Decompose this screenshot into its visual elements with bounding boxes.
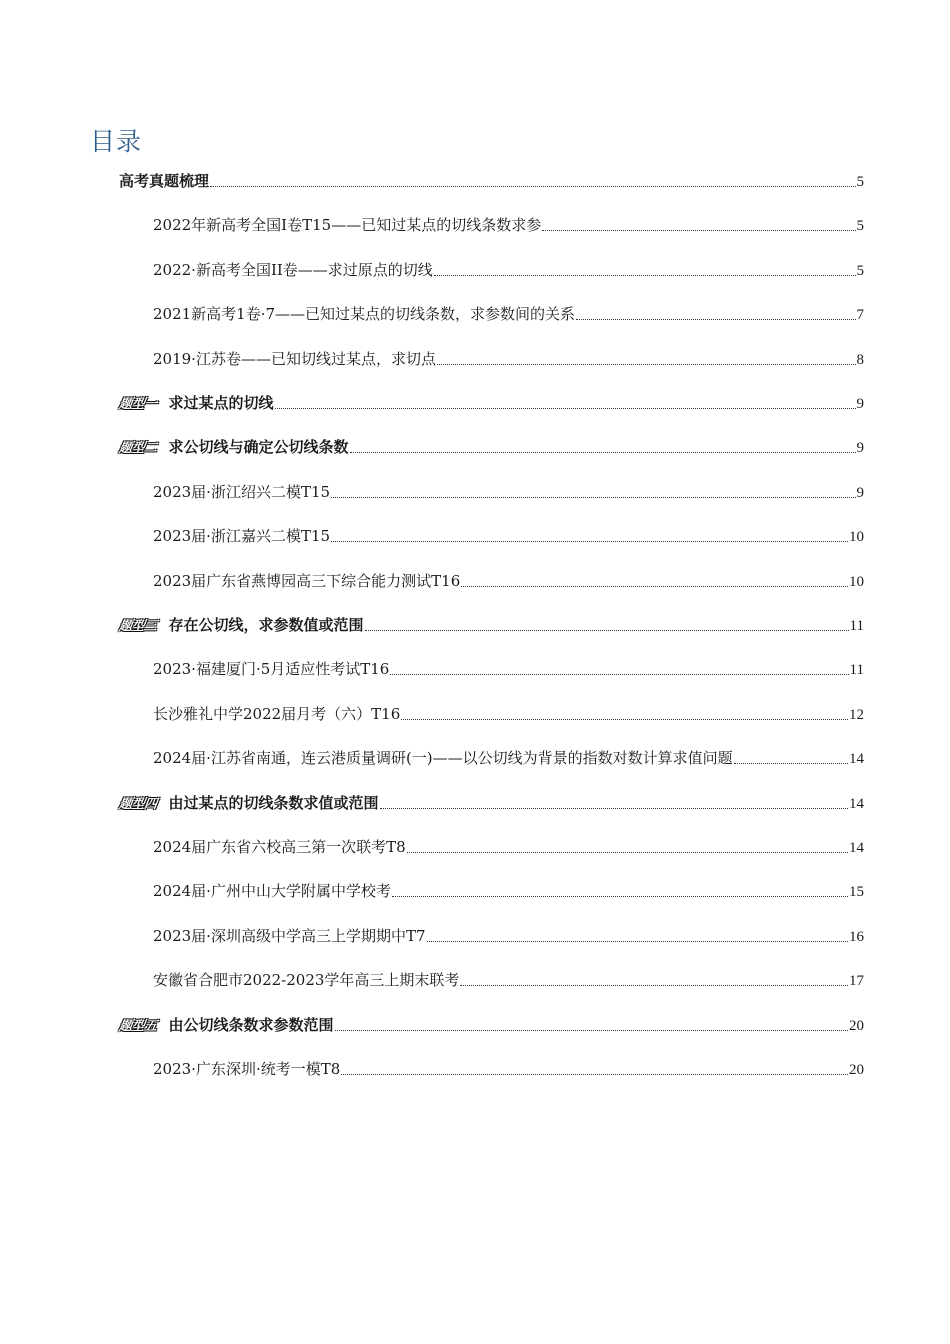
toc-entry-leader bbox=[401, 718, 848, 720]
toc-entry-label bbox=[153, 923, 426, 949]
toc-entry-leader bbox=[365, 629, 849, 631]
toc-entry-page: 9 bbox=[856, 440, 864, 457]
toc-entry-leader bbox=[331, 496, 855, 498]
toc-entry-page: 9 bbox=[856, 484, 864, 501]
toc-entry-page: 5 bbox=[856, 218, 864, 235]
toc-entry-text: 2024届·江苏省南通，连云港质量调研(一)——以公切线为背景的指数对数计算求值问题 bbox=[153, 749, 733, 768]
toc-entry-label bbox=[153, 301, 575, 327]
toc-entry-leader bbox=[380, 807, 848, 809]
toc-entry-label bbox=[119, 434, 349, 462]
toc-entry-page: 11 bbox=[849, 662, 864, 679]
toc-entry[interactable] bbox=[153, 568, 864, 594]
toc-entry-label bbox=[119, 390, 274, 418]
toc-entry[interactable] bbox=[153, 878, 864, 904]
toc-entry-text: 2019·江苏卷——已知切线过某点，求切点 bbox=[153, 349, 436, 368]
toc-entry[interactable] bbox=[153, 923, 864, 949]
toc-entry-page: 9 bbox=[856, 396, 864, 412]
toc-entry[interactable] bbox=[119, 790, 864, 816]
toc-entry[interactable] bbox=[119, 1012, 864, 1038]
toc-entry-leader bbox=[275, 407, 856, 409]
toc-entry-badge: 题型一 bbox=[118, 397, 158, 412]
toc-entry[interactable] bbox=[153, 257, 864, 283]
toc-entry-text: 存在公切线，求参数值或范围 bbox=[168, 616, 364, 634]
toc-entry-badge: 题型三 bbox=[118, 619, 158, 634]
toc-entry-text: 2024届·广州中山大学附属中学校考 bbox=[153, 882, 391, 901]
toc-entry-label bbox=[153, 257, 433, 283]
toc-entry-text: 求过某点的切线 bbox=[168, 394, 274, 412]
toc-entry-text: 2023·广东深圳·统考一模T8 bbox=[153, 1060, 341, 1078]
toc-entry-leader bbox=[434, 274, 856, 276]
toc-entry-page: 17 bbox=[849, 973, 864, 990]
toc-entry-leader bbox=[437, 363, 856, 365]
toc-entry-text: 由公切线条数求参数范围 bbox=[168, 1015, 334, 1034]
toc-entry-leader bbox=[542, 229, 855, 231]
toc-entry-leader bbox=[427, 940, 849, 942]
toc-entry-label bbox=[153, 568, 460, 594]
toc-entry-leader bbox=[392, 895, 848, 897]
toc-title: 目录 bbox=[90, 127, 143, 156]
toc-entry-label bbox=[119, 790, 379, 818]
toc-entry-text: 长沙雅礼中学2022届月考（六）T16 bbox=[153, 704, 401, 723]
toc-entry-text: 2023届·浙江嘉兴二模T15 bbox=[153, 527, 331, 546]
toc-entry-page: 14 bbox=[849, 795, 864, 812]
toc-entry-page: 5 bbox=[856, 262, 864, 279]
toc-entry-page: 14 bbox=[849, 840, 864, 856]
toc-entry-text: 2024届广东省六校高三第一次联考T8 bbox=[153, 838, 406, 856]
toc-entry-label bbox=[153, 212, 541, 238]
toc-entry[interactable] bbox=[119, 434, 864, 460]
toc-entry-leader bbox=[335, 1029, 848, 1031]
toc-entry-page: 10 bbox=[849, 529, 864, 546]
toc-entry-leader bbox=[734, 762, 848, 764]
toc-entry-label bbox=[153, 1056, 340, 1082]
toc-entry-badge: 题型四 bbox=[118, 796, 158, 812]
toc-entry-leader bbox=[210, 185, 855, 187]
toc-entry-badge: 题型五 bbox=[118, 1018, 158, 1034]
toc-entry-text: 2021新高考1卷·7——已知过某点的切线条数，求参数间的关系 bbox=[153, 305, 576, 324]
toc-entry[interactable] bbox=[119, 390, 864, 416]
toc-entry-leader bbox=[407, 851, 848, 853]
toc-entry-leader bbox=[576, 318, 855, 320]
toc-entry-page: 12 bbox=[849, 706, 864, 723]
toc-entry-label bbox=[153, 967, 459, 993]
toc-entry[interactable] bbox=[153, 479, 864, 505]
toc-entry[interactable] bbox=[153, 745, 864, 771]
toc-entry[interactable] bbox=[153, 656, 864, 682]
toc-entry-label bbox=[153, 346, 436, 372]
toc-entry[interactable] bbox=[153, 346, 864, 372]
toc-entry-page: 7 bbox=[856, 307, 864, 324]
toc-entry-text: 2022年新高考全国I卷T15——已知过某点的切线条数求参 bbox=[153, 216, 542, 235]
toc-entry-page: 5 bbox=[856, 174, 864, 190]
toc-entry-text: 高考真题梳理 bbox=[119, 172, 210, 190]
toc-entry-page: 8 bbox=[856, 351, 864, 368]
toc-entry-page: 20 bbox=[849, 1017, 864, 1034]
toc-entry-leader bbox=[331, 540, 848, 542]
toc-entry-label bbox=[119, 1012, 334, 1040]
toc-entry-page: 16 bbox=[849, 928, 864, 945]
toc-entry[interactable] bbox=[153, 212, 864, 238]
toc-entry-page: 10 bbox=[849, 573, 864, 590]
toc-entry-text: 2023·福建厦门·5月适应性考试T16 bbox=[153, 660, 390, 679]
toc-entry[interactable] bbox=[153, 1056, 864, 1082]
toc-entry-label bbox=[153, 656, 389, 682]
toc-entry-leader bbox=[350, 451, 856, 453]
toc-entry[interactable] bbox=[153, 701, 864, 727]
toc-entry-label bbox=[153, 479, 330, 505]
toc-entry-text: 2023届·深圳高级中学高三上学期期中T7 bbox=[153, 926, 426, 945]
toc-entry-page: 20 bbox=[849, 1062, 864, 1078]
toc-entry-leader bbox=[390, 673, 848, 675]
toc-entry-page: 14 bbox=[849, 751, 864, 768]
toc-entry-page: 15 bbox=[849, 884, 864, 901]
toc-entry-label bbox=[153, 701, 400, 727]
toc-entry-label bbox=[153, 745, 733, 771]
toc-entry-label bbox=[119, 168, 209, 194]
toc-entry-text: 求公切线与确定公切线条数 bbox=[168, 438, 349, 457]
toc-entry-label bbox=[153, 523, 330, 549]
toc-entry-text: 安徽省合肥市2022-2023学年高三上期末联考 bbox=[153, 971, 460, 990]
toc-entry-leader bbox=[461, 585, 848, 587]
toc-entry-page: 11 bbox=[849, 618, 864, 634]
toc-entry-text: 2023届·浙江绍兴二模T15 bbox=[153, 482, 331, 501]
toc-entry-leader bbox=[341, 1073, 848, 1075]
toc-entry[interactable] bbox=[153, 967, 864, 993]
toc-entry[interactable] bbox=[153, 523, 864, 549]
toc-entry-text: 2023届广东省燕博园高三下综合能力测试T16 bbox=[153, 571, 461, 590]
toc-entry-label bbox=[119, 612, 364, 640]
toc-entry[interactable] bbox=[153, 834, 864, 860]
toc-entry-text: 2022·新高考全国II卷——求过原点的切线 bbox=[153, 260, 433, 279]
toc-entry-label bbox=[153, 834, 406, 860]
toc-entry-badge: 题型二 bbox=[118, 441, 158, 457]
toc-entry[interactable] bbox=[119, 612, 864, 638]
toc-entry[interactable] bbox=[153, 301, 864, 327]
toc-entry-text: 由过某点的切线条数求值或范围 bbox=[168, 793, 379, 812]
toc-entry-leader bbox=[460, 984, 848, 986]
toc-entry[interactable] bbox=[119, 168, 864, 194]
toc-entry-label bbox=[153, 878, 391, 904]
